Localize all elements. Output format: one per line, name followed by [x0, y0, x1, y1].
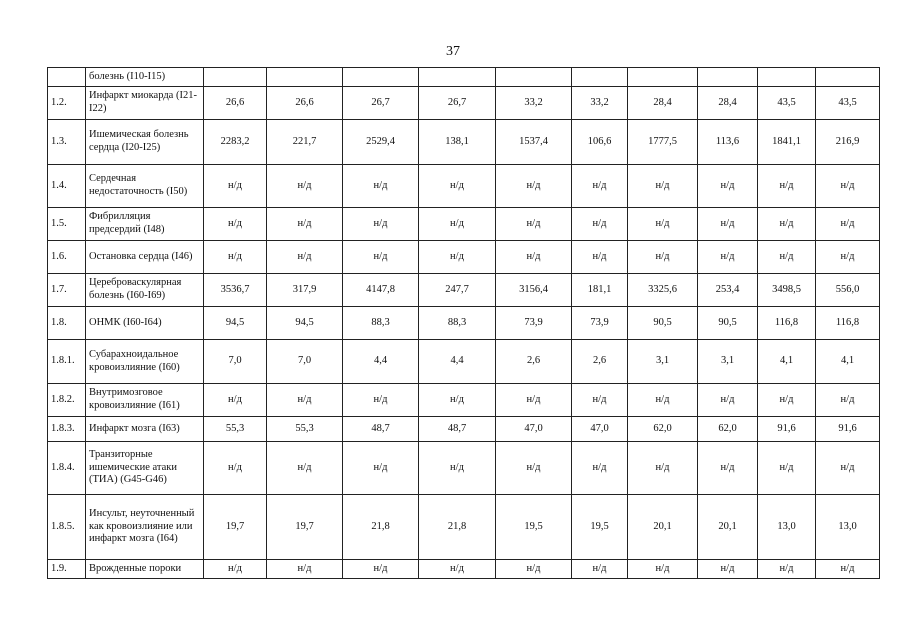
table-cell: 253,4	[698, 274, 758, 307]
table-cell: 19,7	[204, 495, 267, 560]
table-cell: 138,1	[419, 120, 496, 165]
table-cell	[758, 68, 816, 87]
table-cell: 181,1	[572, 274, 628, 307]
table-cell: 90,5	[628, 307, 698, 340]
table-cell: 94,5	[267, 307, 343, 340]
table-cell: 113,6	[698, 120, 758, 165]
table-cell: н/д	[496, 384, 572, 417]
row-number: 1.8.	[48, 307, 86, 340]
table-cell: 48,7	[419, 417, 496, 442]
table-cell: 19,7	[267, 495, 343, 560]
table-cell: 48,7	[343, 417, 419, 442]
table-row	[48, 120, 880, 165]
table-cell: 55,3	[267, 417, 343, 442]
row-label: Субарахноидальное кровоизлияние (I60)	[86, 340, 204, 384]
table-cell: н/д	[816, 241, 880, 274]
table-cell: 13,0	[816, 495, 880, 560]
row-label: Транзиторные ишемические атаки (ТИА) (G45-G46)	[86, 442, 204, 495]
row-label: Инфаркт миокарда (I21-I22)	[86, 87, 204, 120]
table-cell: н/д	[419, 165, 496, 208]
table-cell: н/д	[758, 442, 816, 495]
table-cell: н/д	[816, 208, 880, 241]
table-cell: 2,6	[496, 340, 572, 384]
table-cell: н/д	[496, 560, 572, 579]
row-number: 1.8.2.	[48, 384, 86, 417]
table-cell: н/д	[572, 384, 628, 417]
table-cell: н/д	[816, 165, 880, 208]
table-cell	[816, 68, 880, 87]
table-cell: 106,6	[572, 120, 628, 165]
row-number: 1.4.	[48, 165, 86, 208]
table-cell: н/д	[419, 442, 496, 495]
table-cell: 2283,2	[204, 120, 267, 165]
row-number: 1.8.5.	[48, 495, 86, 560]
table-cell: 20,1	[628, 495, 698, 560]
table-cell: н/д	[496, 442, 572, 495]
table-cell: 88,3	[343, 307, 419, 340]
row-number: 1.2.	[48, 87, 86, 120]
table-cell: 20,1	[698, 495, 758, 560]
table-cell: н/д	[628, 165, 698, 208]
table-cell: н/д	[628, 560, 698, 579]
table-cell: н/д	[496, 241, 572, 274]
table-cell: 1777,5	[628, 120, 698, 165]
row-label: Инфаркт мозга (I63)	[86, 417, 204, 442]
table-cell: н/д	[204, 208, 267, 241]
table-cell: н/д	[628, 208, 698, 241]
row-label: ОНМК (I60-I64)	[86, 307, 204, 340]
table-cell: н/д	[698, 384, 758, 417]
table-cell: 221,7	[267, 120, 343, 165]
table-row	[48, 165, 880, 208]
table-cell: 47,0	[572, 417, 628, 442]
table-cell: н/д	[267, 208, 343, 241]
page-number: 37	[446, 44, 460, 59]
row-number	[48, 68, 86, 87]
table-cell	[628, 68, 698, 87]
table-cell: н/д	[572, 560, 628, 579]
table-row	[48, 274, 880, 307]
table-cell: н/д	[816, 560, 880, 579]
table-cell: 3536,7	[204, 274, 267, 307]
table-cell: 7,0	[204, 340, 267, 384]
table-cell: н/д	[343, 241, 419, 274]
row-label: Внутримозговое кровоизлияние (I61)	[86, 384, 204, 417]
table-cell: 216,9	[816, 120, 880, 165]
row-number: 1.8.4.	[48, 442, 86, 495]
table-cell	[698, 68, 758, 87]
table-cell: 2,6	[572, 340, 628, 384]
table-cell: 3498,5	[758, 274, 816, 307]
table-cell: 3,1	[698, 340, 758, 384]
table-cell: 1841,1	[758, 120, 816, 165]
table-cell: 3,1	[628, 340, 698, 384]
table-cell: 28,4	[698, 87, 758, 120]
table-cell: н/д	[572, 241, 628, 274]
table-cell: 43,5	[758, 87, 816, 120]
table-cell: н/д	[698, 560, 758, 579]
table-cell: 62,0	[628, 417, 698, 442]
table-cell: 88,3	[419, 307, 496, 340]
table-cell: 19,5	[572, 495, 628, 560]
table-row	[48, 384, 880, 417]
table-cell: н/д	[419, 560, 496, 579]
table-cell: 3325,6	[628, 274, 698, 307]
table-cell: 33,2	[496, 87, 572, 120]
table-cell: 7,0	[267, 340, 343, 384]
table-cell	[204, 68, 267, 87]
table-cell: н/д	[267, 384, 343, 417]
table-cell: н/д	[572, 208, 628, 241]
table-cell: н/д	[204, 442, 267, 495]
table-cell	[419, 68, 496, 87]
table-cell: 33,2	[572, 87, 628, 120]
table-row	[48, 208, 880, 241]
table-cell: 91,6	[816, 417, 880, 442]
table-cell: 73,9	[572, 307, 628, 340]
row-label: Остановка сердца (I46)	[86, 241, 204, 274]
table-cell	[267, 68, 343, 87]
table-row	[48, 340, 880, 384]
table-cell: 1537,4	[496, 120, 572, 165]
table-cell: н/д	[267, 241, 343, 274]
table-cell: н/д	[267, 560, 343, 579]
table-cell: н/д	[758, 384, 816, 417]
table-cell: 4147,8	[343, 274, 419, 307]
table-cell: 26,6	[204, 87, 267, 120]
table-cell: н/д	[343, 384, 419, 417]
table-cell: н/д	[628, 384, 698, 417]
table-cell: н/д	[204, 384, 267, 417]
row-label: Инсульт, неуточненный как кровоизлияние или инфаркт мозга (I64)	[86, 495, 204, 560]
table-cell: 26,7	[343, 87, 419, 120]
table-cell: н/д	[816, 442, 880, 495]
row-number: 1.7.	[48, 274, 86, 307]
row-label: Цереброваскулярная болезнь (I60-I69)	[86, 274, 204, 307]
row-label: Врожденные пороки	[86, 560, 204, 579]
table-cell: н/д	[496, 208, 572, 241]
table-cell: н/д	[419, 241, 496, 274]
row-number: 1.5.	[48, 208, 86, 241]
table-cell: 13,0	[758, 495, 816, 560]
row-label: Сердечная недостаточность (I50)	[86, 165, 204, 208]
table-cell: н/д	[698, 442, 758, 495]
table-cell: н/д	[343, 560, 419, 579]
table-cell: н/д	[816, 384, 880, 417]
table-cell: 47,0	[496, 417, 572, 442]
table-cell: н/д	[343, 165, 419, 208]
table-cell	[496, 68, 572, 87]
table-cell: 28,4	[628, 87, 698, 120]
table-cell: 317,9	[267, 274, 343, 307]
table-cell: н/д	[419, 208, 496, 241]
table-cell: 90,5	[698, 307, 758, 340]
table-cell: 26,6	[267, 87, 343, 120]
row-number: 1.6.	[48, 241, 86, 274]
table-cell: н/д	[267, 442, 343, 495]
table-cell: н/д	[204, 560, 267, 579]
table-cell: 26,7	[419, 87, 496, 120]
row-label: болезнь (I10-I15)	[86, 68, 204, 87]
table-cell: 4,4	[343, 340, 419, 384]
table-cell: н/д	[698, 241, 758, 274]
table-row	[48, 68, 880, 87]
table-cell: 21,8	[419, 495, 496, 560]
table-cell	[572, 68, 628, 87]
table-row	[48, 417, 880, 442]
table-cell: н/д	[343, 208, 419, 241]
table-row	[48, 307, 880, 340]
table-cell: н/д	[758, 165, 816, 208]
table-cell: н/д	[267, 165, 343, 208]
table-cell: н/д	[698, 208, 758, 241]
table-cell: 556,0	[816, 274, 880, 307]
table-body	[48, 68, 880, 579]
table-cell: 91,6	[758, 417, 816, 442]
table-cell: 4,4	[419, 340, 496, 384]
table-cell: 116,8	[816, 307, 880, 340]
table-cell: 116,8	[758, 307, 816, 340]
table-cell: 43,5	[816, 87, 880, 120]
table-row	[48, 495, 880, 560]
table-cell: 73,9	[496, 307, 572, 340]
row-label: Фибрилляция предсердий (I48)	[86, 208, 204, 241]
table-cell: 4,1	[816, 340, 880, 384]
table-cell: н/д	[496, 165, 572, 208]
row-number: 1.3.	[48, 120, 86, 165]
row-number: 1.8.1.	[48, 340, 86, 384]
table-cell: н/д	[204, 241, 267, 274]
table-row	[48, 560, 880, 579]
row-label: Ишемическая болезнь сердца (I20-I25)	[86, 120, 204, 165]
table-cell: н/д	[698, 165, 758, 208]
table-cell	[343, 68, 419, 87]
table-cell: 94,5	[204, 307, 267, 340]
table-cell: н/д	[758, 560, 816, 579]
table-cell: н/д	[572, 165, 628, 208]
table-cell: н/д	[628, 241, 698, 274]
table-cell: н/д	[758, 208, 816, 241]
table-row	[48, 442, 880, 495]
table-cell: 62,0	[698, 417, 758, 442]
table-cell: н/д	[343, 442, 419, 495]
table-cell: 55,3	[204, 417, 267, 442]
statistics-table	[47, 67, 880, 579]
table-cell: н/д	[628, 442, 698, 495]
table-row	[48, 241, 880, 274]
table-cell: 4,1	[758, 340, 816, 384]
table-cell: н/д	[204, 165, 267, 208]
table-cell: н/д	[419, 384, 496, 417]
table-cell: н/д	[572, 442, 628, 495]
table-cell: 2529,4	[343, 120, 419, 165]
row-number: 1.8.3.	[48, 417, 86, 442]
table-cell: 247,7	[419, 274, 496, 307]
table-cell: 21,8	[343, 495, 419, 560]
table-cell: н/д	[758, 241, 816, 274]
table-row	[48, 87, 880, 120]
table-cell: 3156,4	[496, 274, 572, 307]
row-number: 1.9.	[48, 560, 86, 579]
table-cell: 19,5	[496, 495, 572, 560]
